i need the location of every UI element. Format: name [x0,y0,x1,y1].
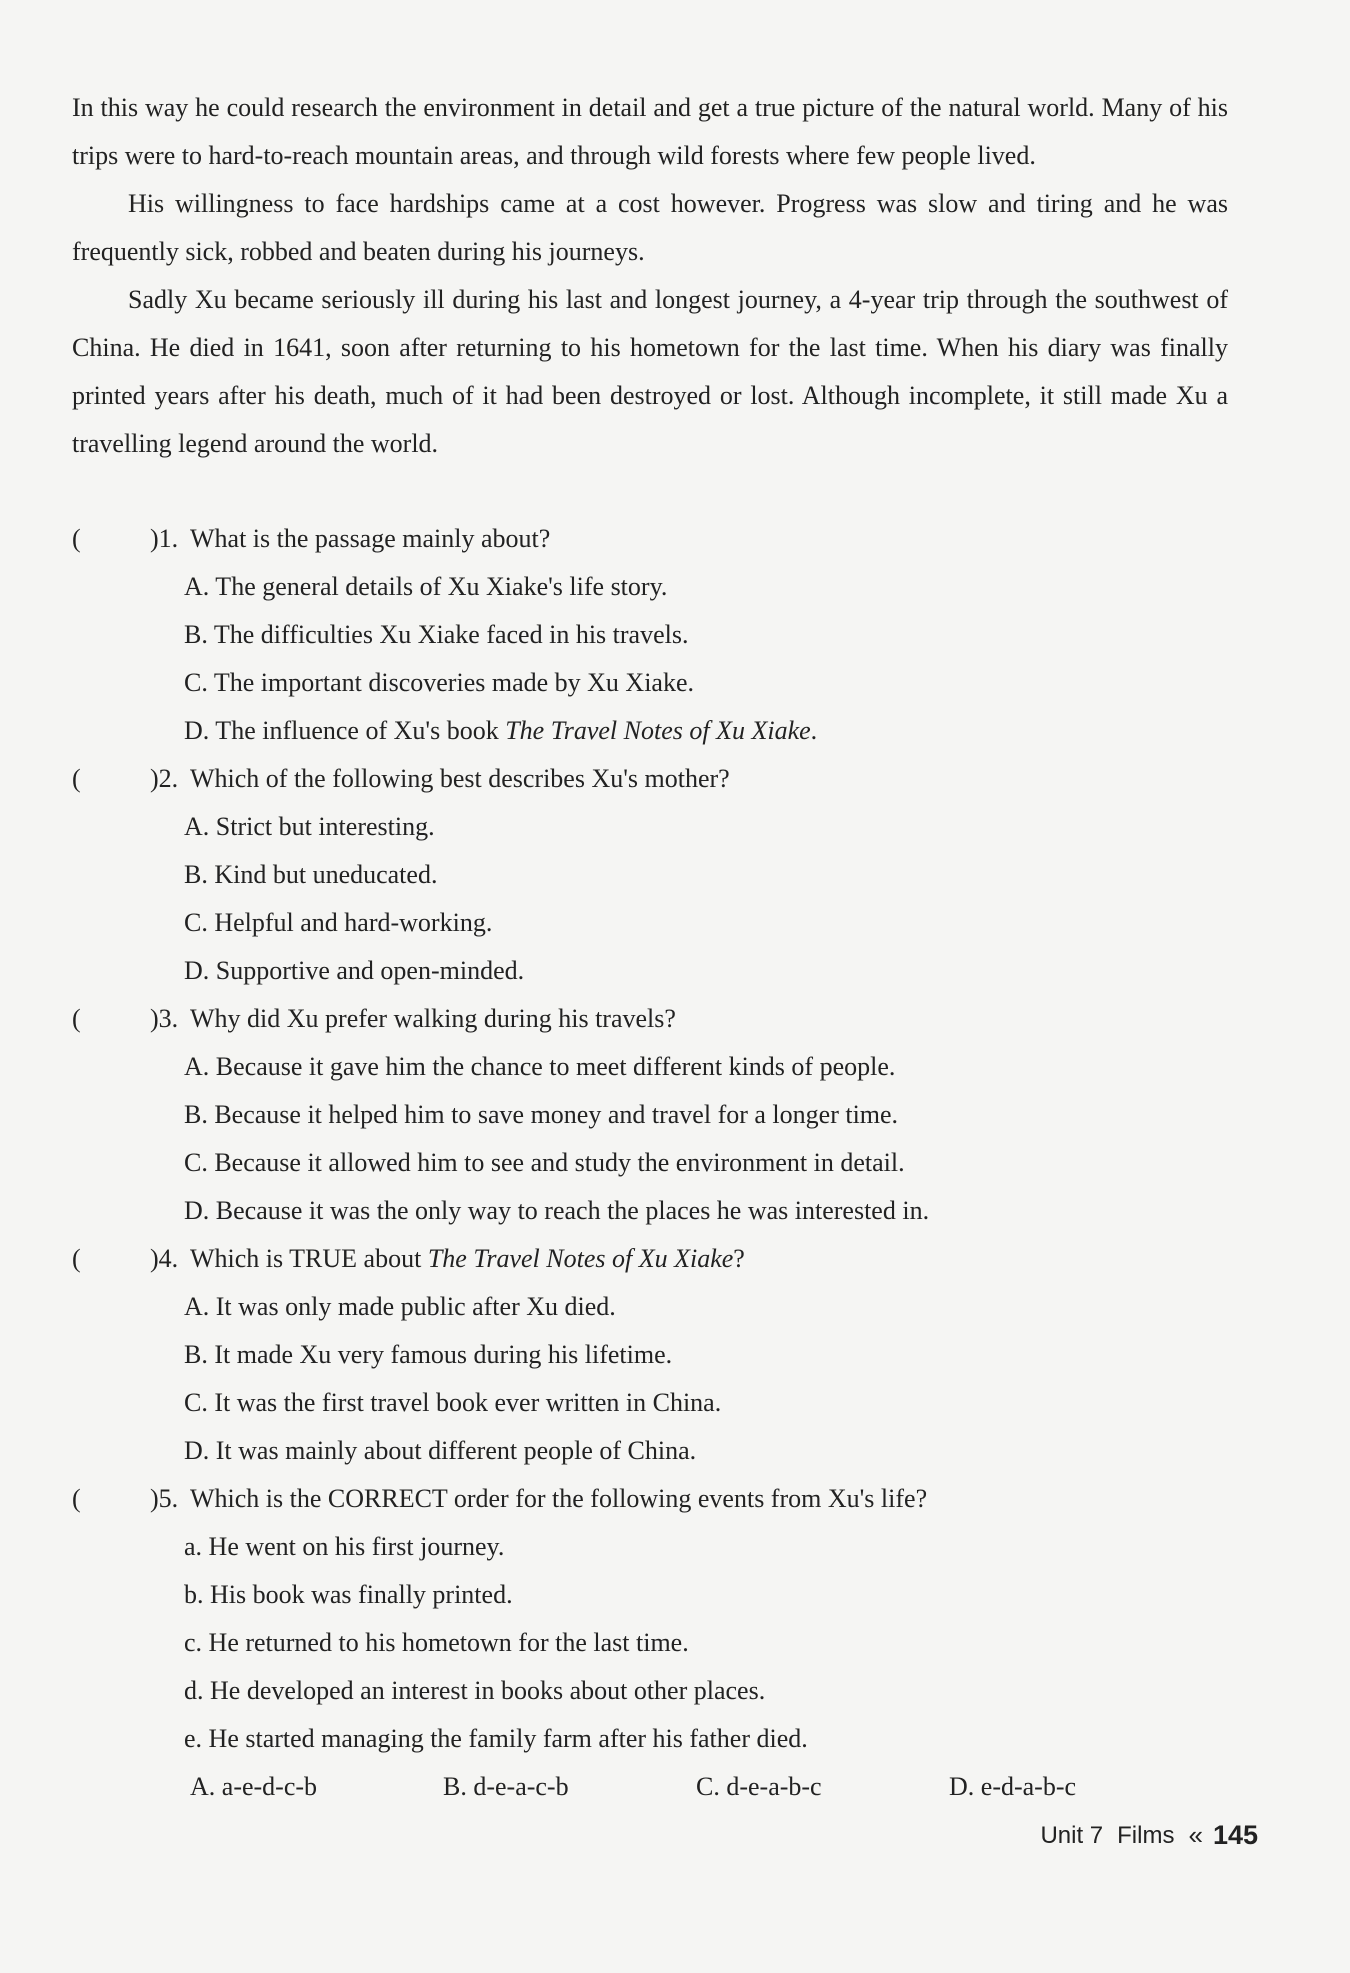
option-c: C. Because it allowed him to see and study the environment in detail. [184,1148,905,1177]
event-a: a. He went on his first journey. [184,1532,505,1561]
event-d: d. He developed an interest in books about other places. [184,1676,766,1705]
question-stem: Which of the following best describes Xu's mother? [190,764,730,793]
question-2 [72,755,1228,995]
answer-blank[interactable]: ( [72,1004,81,1033]
option-a: A. The general details of Xu Xiake's life story. [184,572,668,601]
option-b: B. Kind but uneducated. [184,860,438,889]
option-d: D. Because it was the only way to reach the places he was interested in. [184,1196,930,1225]
option-d-prefix: D. The influence of Xu's book [184,716,506,745]
question-number: )5. [150,1484,179,1513]
question-number: )1. [150,524,179,553]
choice-c: C. d-e-a-b-c [696,1772,822,1801]
option-b: B. It made Xu very famous during his lifetime. [184,1340,673,1369]
stem-prefix: Which is TRUE about [190,1244,428,1273]
option-c: C. It was the first travel book ever written in China. [184,1388,722,1417]
choice-d: D. e-d-a-b-c [949,1772,1077,1801]
answer-blank[interactable]: ( [72,764,81,793]
question-stem: Why did Xu prefer walking during his travels? [190,1004,676,1033]
option-a: A. Because it gave him the chance to meet different kinds of people. [184,1052,896,1081]
event-list [72,1523,1228,1763]
option-list [72,803,1228,995]
order-choices [72,1763,1228,1811]
question-3 [72,995,1228,1235]
question-stem: What is the passage mainly about? [190,524,551,553]
book-title: The Travel Notes of Xu Xiake [427,1244,734,1273]
option-list [72,1043,1228,1235]
option-a: A. It was only made public after Xu died. [184,1292,616,1321]
option-c: C. The important discoveries made by Xu Xiake. [184,668,695,697]
option-d [184,707,1228,755]
option-d-suffix: . [810,716,818,745]
unit-label: Unit 7 [1040,1821,1104,1849]
page-number: 145 [1212,1820,1258,1850]
passage-paragraph-1: In this way he could research the environment in detail and get a true picture of the natural world. Many of his trips were to hard-to-reach mountain areas, and through wild forests where few people lived. [72,93,1228,170]
answer-blank[interactable]: ( [72,524,81,553]
choice-a: A. a-e-d-c-b [190,1772,318,1801]
option-c: C. Helpful and hard-working. [184,908,493,937]
page-footer [1040,1820,1258,1851]
chevron-left-icon: « [1188,1820,1199,1850]
option-list [72,1283,1228,1475]
stem-suffix: ? [733,1244,745,1273]
answer-blank[interactable]: ( [72,1484,81,1513]
event-e: e. He started managing the family farm after his father died. [184,1724,808,1753]
passage-paragraph-3: Sadly Xu became seriously ill during his last and longest journey, a 4-year trip through the southwest of China. He died in 1641, soon after returning to his hometown for the last time. When his diary was finally printed years after his death, much of it had been destroyed or lost. Although incomplete, it still made Xu a travelling legend around the world. [72,285,1228,458]
question-5 [72,1475,1228,1811]
option-list [72,563,1228,755]
question-number: )4. [150,1244,179,1273]
question-1 [72,515,1228,755]
question-list [72,515,1228,1811]
answer-blank[interactable]: ( [72,1244,81,1273]
option-b: B. Because it helped him to save money and travel for a longer time. [184,1100,899,1129]
choice-b: B. d-e-a-c-b [443,1772,569,1801]
book-title: The Travel Notes of Xu Xiake [505,716,811,745]
question-stem [190,1235,745,1283]
event-c: c. He returned to his hometown for the last time. [184,1628,689,1657]
option-a: A. Strict but interesting. [184,812,435,841]
option-d: D. It was mainly about different people of China. [184,1436,697,1465]
option-b: B. The difficulties Xu Xiake faced in his travels. [184,620,689,649]
question-stem: Which is the CORRECT order for the following events from Xu's life? [190,1484,928,1513]
unit-topic: Films [1117,1821,1175,1849]
reading-passage [72,84,1228,468]
passage-paragraph-2: His willingness to face hardships came at a cost however. Progress was slow and tiring and he was frequently sick, robbed and beaten during his journeys. [72,189,1228,266]
question-number: )3. [150,1004,179,1033]
question-number: )2. [150,764,179,793]
event-b: b. His book was finally printed. [184,1580,513,1609]
option-d: D. Supportive and open-minded. [184,956,525,985]
question-4 [72,1235,1228,1475]
